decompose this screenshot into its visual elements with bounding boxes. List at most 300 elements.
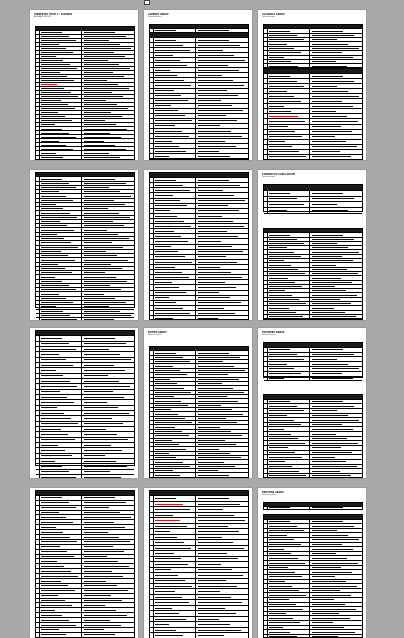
text-line bbox=[269, 286, 302, 287]
text-line bbox=[312, 368, 359, 369]
table-row bbox=[264, 319, 362, 320]
page-thumbnail[interactable] bbox=[144, 488, 252, 638]
text-line bbox=[84, 264, 111, 265]
text-line bbox=[155, 292, 186, 293]
text-line bbox=[198, 200, 245, 201]
text-line bbox=[198, 45, 240, 46]
text-line bbox=[155, 277, 189, 278]
text-line bbox=[198, 392, 244, 393]
text-line bbox=[269, 507, 290, 508]
text-line bbox=[198, 210, 239, 211]
table bbox=[35, 172, 135, 308]
text-line bbox=[84, 615, 127, 616]
text-line bbox=[312, 447, 341, 448]
text-line bbox=[84, 88, 129, 89]
text-line bbox=[41, 234, 57, 235]
text-line bbox=[41, 507, 76, 508]
text-line bbox=[84, 537, 119, 538]
text-line bbox=[312, 471, 340, 472]
text-line bbox=[155, 151, 186, 152]
text-line bbox=[269, 539, 294, 540]
text-line bbox=[41, 204, 56, 205]
text-line bbox=[84, 217, 130, 218]
text-line bbox=[155, 409, 171, 410]
text-line bbox=[312, 586, 357, 587]
text-line bbox=[312, 415, 348, 416]
text-line bbox=[155, 70, 170, 71]
text-line bbox=[155, 475, 180, 476]
text-line bbox=[198, 125, 220, 126]
text-line bbox=[84, 96, 123, 97]
text-line bbox=[41, 556, 74, 557]
text-line bbox=[41, 370, 56, 371]
text-line bbox=[312, 156, 351, 157]
text-line bbox=[41, 298, 66, 299]
text-line bbox=[269, 131, 295, 132]
text-line bbox=[155, 449, 186, 450]
text-line bbox=[84, 315, 131, 316]
text-line bbox=[312, 627, 344, 628]
text-line bbox=[84, 381, 119, 382]
text-line bbox=[312, 286, 335, 287]
text-line bbox=[41, 315, 70, 316]
text-line bbox=[269, 81, 297, 82]
text-line bbox=[198, 602, 242, 603]
text-line bbox=[155, 40, 176, 41]
text-line bbox=[84, 64, 119, 65]
text-line bbox=[84, 576, 123, 577]
text-line bbox=[84, 461, 116, 462]
text-line bbox=[312, 604, 345, 605]
text-line bbox=[155, 401, 181, 402]
text-line bbox=[41, 52, 73, 53]
text-line bbox=[84, 133, 110, 134]
text-line bbox=[312, 424, 342, 425]
text-line bbox=[84, 52, 114, 53]
text-line bbox=[198, 427, 220, 428]
page-thumbnail[interactable] bbox=[258, 328, 366, 478]
text-line bbox=[198, 277, 242, 278]
text-line bbox=[155, 379, 170, 380]
text-line bbox=[84, 120, 105, 121]
table bbox=[149, 490, 249, 638]
page-subheading: Tutorial notes bbox=[262, 494, 366, 497]
text-line bbox=[198, 205, 228, 206]
text-line bbox=[155, 156, 169, 157]
text-line bbox=[155, 210, 170, 211]
text-line bbox=[312, 401, 343, 402]
text-line bbox=[312, 461, 346, 462]
text-line bbox=[198, 630, 241, 631]
text-line bbox=[41, 268, 65, 269]
table bbox=[263, 24, 363, 68]
text-line bbox=[155, 374, 187, 375]
text-line bbox=[41, 36, 69, 37]
text-line bbox=[84, 268, 122, 269]
text-line bbox=[312, 265, 336, 266]
text-line bbox=[84, 112, 111, 113]
text-line bbox=[269, 96, 294, 97]
text-line bbox=[269, 136, 302, 137]
text-line bbox=[41, 610, 55, 611]
page-thumbnail[interactable] bbox=[30, 328, 138, 478]
text-line bbox=[155, 105, 171, 106]
text-line bbox=[312, 252, 359, 253]
text-line bbox=[312, 457, 335, 458]
page-subheading: Tutorial notes bbox=[148, 334, 252, 337]
table-row bbox=[264, 507, 362, 511]
text-line bbox=[41, 590, 75, 591]
text-line bbox=[198, 95, 238, 96]
text-line bbox=[84, 532, 108, 533]
text-line bbox=[269, 106, 284, 107]
text-line bbox=[41, 397, 67, 398]
text-line bbox=[84, 423, 123, 424]
text-line bbox=[198, 115, 226, 116]
text-line bbox=[41, 64, 70, 65]
text-line bbox=[155, 431, 182, 432]
text-line bbox=[155, 60, 180, 61]
text-line bbox=[198, 379, 239, 380]
text-line bbox=[155, 383, 177, 384]
text-line bbox=[312, 303, 351, 304]
text-line bbox=[312, 66, 347, 67]
table-row bbox=[150, 316, 248, 320]
text-line bbox=[84, 44, 120, 45]
text-line bbox=[84, 434, 117, 435]
text-line bbox=[84, 585, 117, 586]
text-line bbox=[198, 575, 243, 576]
text-line bbox=[269, 590, 299, 591]
text-line bbox=[312, 106, 353, 107]
text-line bbox=[41, 551, 67, 552]
text-line bbox=[41, 200, 73, 201]
text-line bbox=[312, 131, 352, 132]
text-line bbox=[198, 548, 244, 549]
text-line bbox=[312, 136, 335, 137]
text-line bbox=[312, 632, 355, 633]
text-line bbox=[312, 507, 343, 508]
text-line bbox=[198, 120, 237, 121]
text-line bbox=[198, 151, 219, 152]
text-line bbox=[84, 183, 126, 184]
text-line bbox=[155, 558, 181, 559]
text-line bbox=[155, 226, 191, 227]
text-line bbox=[312, 243, 337, 244]
text-line bbox=[41, 381, 70, 382]
text-line bbox=[41, 413, 64, 414]
text-line bbox=[269, 364, 287, 365]
text-line bbox=[198, 110, 243, 111]
text-line bbox=[269, 295, 292, 296]
text-line bbox=[312, 35, 354, 36]
text-line bbox=[198, 374, 228, 375]
text-line bbox=[155, 50, 190, 51]
page-thumbnail[interactable] bbox=[30, 10, 138, 160]
text-line bbox=[269, 239, 297, 240]
text-line bbox=[269, 530, 304, 531]
text-line bbox=[198, 531, 239, 532]
text-line bbox=[155, 185, 183, 186]
text-line bbox=[84, 471, 110, 472]
text-line bbox=[84, 625, 121, 626]
text-line bbox=[155, 435, 189, 436]
text-line bbox=[312, 359, 337, 360]
text-line bbox=[41, 230, 74, 231]
page-thumbnail[interactable] bbox=[144, 328, 252, 478]
page-thumbnail[interactable] bbox=[30, 170, 138, 320]
text-line bbox=[84, 311, 120, 312]
text-line bbox=[155, 440, 172, 441]
text-line bbox=[41, 260, 75, 261]
text-line bbox=[312, 558, 347, 559]
page-thumbnail[interactable] bbox=[144, 170, 252, 320]
text-line bbox=[41, 477, 76, 478]
text-line bbox=[269, 265, 291, 266]
text-line bbox=[41, 418, 71, 419]
text-line bbox=[84, 338, 115, 339]
text-line bbox=[269, 256, 301, 257]
text-line bbox=[41, 72, 60, 73]
text-line bbox=[312, 539, 359, 540]
text-line bbox=[155, 131, 182, 132]
text-line bbox=[155, 95, 181, 96]
text-line bbox=[312, 299, 340, 300]
table-row bbox=[150, 159, 248, 160]
text-line bbox=[269, 452, 295, 453]
text-line bbox=[41, 48, 66, 49]
page-subheading: ALKANES GROUP bbox=[34, 16, 138, 19]
text-line bbox=[312, 549, 353, 550]
text-line bbox=[84, 370, 125, 371]
text-line bbox=[41, 576, 78, 577]
text-line bbox=[198, 302, 241, 303]
text-line bbox=[41, 187, 76, 188]
text-line bbox=[155, 125, 175, 126]
text-line bbox=[84, 108, 128, 109]
text-line bbox=[198, 597, 231, 598]
text-line bbox=[41, 386, 77, 387]
table bbox=[35, 330, 135, 466]
text-line bbox=[155, 366, 173, 367]
table bbox=[35, 490, 135, 638]
page-thumbnail[interactable] bbox=[258, 10, 366, 160]
text-line bbox=[155, 462, 183, 463]
text-line bbox=[198, 297, 230, 298]
text-line bbox=[155, 308, 183, 309]
text-line bbox=[84, 124, 116, 125]
text-line bbox=[155, 630, 176, 631]
text-line bbox=[269, 316, 303, 317]
text-line bbox=[312, 443, 358, 444]
text-line bbox=[198, 422, 237, 423]
text-line bbox=[269, 290, 285, 291]
table bbox=[263, 184, 363, 212]
text-line bbox=[198, 262, 237, 263]
table-row bbox=[36, 475, 134, 478]
text-line bbox=[312, 410, 337, 411]
text-line bbox=[41, 423, 78, 424]
text-line bbox=[41, 129, 62, 130]
text-line bbox=[155, 267, 175, 268]
text-line bbox=[269, 434, 291, 435]
text-line bbox=[269, 378, 284, 379]
text-line bbox=[269, 57, 284, 58]
text-line bbox=[155, 65, 187, 66]
text-line bbox=[312, 44, 348, 45]
text-line bbox=[155, 405, 188, 406]
text-line bbox=[269, 535, 287, 536]
text-line bbox=[41, 157, 63, 158]
page-thumbnail[interactable] bbox=[258, 488, 366, 638]
text-line bbox=[198, 65, 228, 66]
text-line bbox=[41, 629, 59, 630]
text-line bbox=[198, 136, 242, 137]
text-line bbox=[269, 420, 294, 421]
text-line bbox=[84, 104, 117, 105]
text-line bbox=[155, 624, 169, 625]
text-line bbox=[198, 564, 221, 565]
text-line bbox=[269, 146, 292, 147]
text-line bbox=[41, 546, 60, 547]
text-line bbox=[269, 572, 295, 573]
text-line bbox=[41, 338, 62, 339]
text-line bbox=[269, 622, 300, 623]
page-heading: ESTERS GROUP bbox=[148, 331, 252, 334]
text-line bbox=[312, 526, 354, 527]
text-line bbox=[155, 221, 184, 222]
text-line bbox=[155, 256, 185, 257]
text-line bbox=[84, 418, 112, 419]
table-row bbox=[264, 474, 362, 478]
text-line bbox=[269, 613, 286, 614]
text-line bbox=[312, 126, 341, 127]
text-line bbox=[269, 111, 291, 112]
text-line bbox=[41, 255, 68, 256]
text-line bbox=[312, 530, 337, 531]
text-line bbox=[155, 302, 176, 303]
text-line bbox=[155, 141, 172, 142]
text-line bbox=[269, 303, 306, 304]
text-line bbox=[198, 30, 229, 31]
text-line bbox=[84, 497, 115, 498]
text-line bbox=[312, 278, 341, 279]
text-line bbox=[269, 48, 294, 49]
text-line bbox=[41, 541, 77, 542]
text-line bbox=[269, 151, 299, 152]
text-line bbox=[41, 306, 56, 307]
text-line bbox=[269, 609, 303, 610]
text-line bbox=[84, 285, 110, 286]
text-line bbox=[198, 608, 225, 609]
text-line bbox=[41, 141, 59, 142]
text-line bbox=[41, 450, 65, 451]
text-line bbox=[198, 185, 240, 186]
text-line bbox=[312, 590, 340, 591]
text-line bbox=[41, 56, 56, 57]
text-line bbox=[198, 624, 230, 625]
text-line bbox=[41, 581, 61, 582]
text-line bbox=[84, 413, 129, 414]
text-line bbox=[84, 477, 121, 478]
text-line bbox=[312, 406, 354, 407]
table bbox=[35, 26, 135, 160]
text-line bbox=[84, 208, 108, 209]
text-line bbox=[41, 537, 70, 538]
text-line bbox=[155, 457, 176, 458]
page-subheading: Tutorial notes bbox=[262, 16, 366, 19]
text-line bbox=[155, 110, 178, 111]
text-line bbox=[269, 521, 290, 522]
text-line bbox=[155, 466, 190, 467]
text-line bbox=[269, 39, 304, 40]
text-line bbox=[155, 392, 191, 393]
text-line bbox=[312, 429, 353, 430]
text-line bbox=[198, 466, 235, 467]
text-line bbox=[41, 289, 76, 290]
text-line bbox=[155, 297, 169, 298]
text-line bbox=[312, 61, 336, 62]
text-line bbox=[84, 450, 122, 451]
text-line bbox=[269, 86, 304, 87]
text-line bbox=[155, 75, 177, 76]
text-line bbox=[41, 92, 71, 93]
text-line bbox=[41, 104, 68, 105]
text-line bbox=[41, 32, 62, 33]
text-line bbox=[84, 407, 118, 408]
text-line bbox=[269, 581, 285, 582]
text-line bbox=[84, 68, 130, 69]
text-line bbox=[312, 204, 337, 205]
text-line bbox=[41, 359, 66, 360]
text-line bbox=[155, 100, 188, 101]
text-line bbox=[198, 409, 232, 410]
text-line bbox=[198, 405, 221, 406]
text-line bbox=[84, 247, 123, 248]
text-line bbox=[312, 553, 336, 554]
text-line bbox=[41, 133, 69, 134]
text-line bbox=[41, 402, 74, 403]
text-line bbox=[84, 561, 118, 562]
text-line bbox=[198, 241, 221, 242]
text-line bbox=[41, 434, 68, 435]
text-line bbox=[198, 635, 224, 636]
text-line bbox=[269, 438, 298, 439]
text-line bbox=[155, 504, 183, 505]
text-line bbox=[84, 512, 120, 513]
text-line bbox=[269, 410, 304, 411]
page-thumbnail[interactable] bbox=[258, 170, 366, 320]
text-line bbox=[198, 453, 230, 454]
text-line bbox=[155, 575, 178, 576]
text-line bbox=[84, 213, 119, 214]
text-line bbox=[155, 146, 179, 147]
text-line bbox=[269, 563, 305, 564]
text-line bbox=[269, 466, 292, 467]
text-line bbox=[155, 55, 173, 56]
text-line bbox=[84, 196, 131, 197]
text-line bbox=[84, 527, 125, 528]
text-line bbox=[155, 361, 190, 362]
page-thumbnail[interactable] bbox=[30, 488, 138, 638]
text-line bbox=[312, 48, 359, 49]
page-thumbnail[interactable] bbox=[144, 10, 252, 160]
text-line bbox=[198, 190, 223, 191]
text-line bbox=[198, 40, 229, 41]
text-line bbox=[312, 86, 337, 87]
text-line bbox=[312, 239, 354, 240]
text-line bbox=[155, 200, 180, 201]
